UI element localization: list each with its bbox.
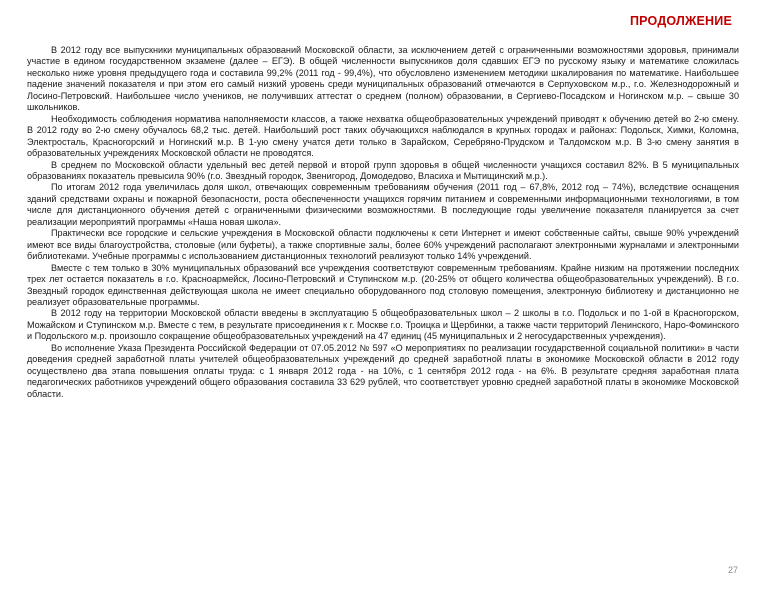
body-text — [27, 45, 739, 400]
paragraph-ege-results: В 2012 году все выпускники муниципальных образований Московской области, за исключением детей с ограниченными возможностями здоровья, принимали участие в едином государственном экзамене (далее – ЕГЭ). В общей численности выпускников доля сдавших ЕГЭ по русскому языку и математике сложилась несколько ниже уровня предыдущего года и составила 99,2% (2011 год - 99,4%), что обусловлено изменением методики шкалирования по математике. Наибольшее падение значений показателя и при этом его самый низкий уровень среди муниципальных образований отмечаются в Серпуховском м.р., г.о. Железнодорожный и Лосино-Петровский. Наибольшее число учеников, не получивших аттестат о среднем (полном) образовании, в Сергиево-Посадском и Ногинском м.р. – свыше 30 школьников. — [27, 45, 739, 113]
paragraph-new-schools: В 2012 году на территории Московской области введены в эксплуатацию 5 общеобразовательных школ – 2 школы в г.о. Подольск и по 1-ой в Красногорском, Можайском и Ступинском м.р. Вместе с тем, в результате присоединения к г. Москве г.о. Троицка и Щербинки, а также части территорий Ленинского, Наро-Фоминского и Подольского м.р. произошло сокращение общеобразовательных учреждений на 47 единиц (45 муниципальных и 2 негосударственных учреждения). — [27, 308, 739, 342]
paragraph-salary-decree: Во исполнение Указа Президента Российской Федерации от 07.05.2012 № 597 «О мероприятиях по реализации государственной социальной политики» в части доведения средней заработной платы учителей общеобразовательных учреждений до средней заработной платы в экономике Московской области в 2012 году осуществлено два этапа повышения оплаты труда: с 1 января 2012 года - на 10%, с 1 сентября 2012 года - на 6%. В результате средняя заработная плата педагогических работников учреждений общего образования составила 33 629 рублей, что соответствует уровню средней заработной платы в экономике Московской области. — [27, 342, 739, 399]
page-header-title: ПРОДОЛЖЕНИЕ — [630, 14, 732, 28]
paragraph-modern-schools: По итогам 2012 года увеличилась доля школ, отвечающих современным требованиям обучения (2011 год – 67,8%, 2012 год – 74%), вследствие оснащения зданий средствами охраны и пожарной безопасности, роста обеспеченности учащихся горячим питанием и современными информационными технологиями, в том числе для дистанционного обучения детей с ограниченными физическими возможностями. В последующие годы увеличение показателя планируется за счет реализации мероприятий программы «Наша новая школа». — [27, 182, 739, 227]
paragraph-health-groups: В среднем по Московской области удельный вес детей первой и второй групп здоровья в общей численности учащихся составил 82%. В 5 муниципальных образованиях показатель превысила 90% (г.о. Звездный городок, Звенигород, Домодедово, Власиха и Мытищинский м.р.). — [27, 159, 739, 181]
paragraph-requirements: Вместе с тем только в 30% муниципальных образований все учреждения соответствуют современным требованиям. Крайне низким на протяжении последних трех лет остается показатель в г.о. Красноармейск, Лосино-Петровский и Ступинском м.р. (20-25% от общего количества общеобразовательных учреждений). В г.о. Звездный городок единственная действующая школа не имеет специально оборудованного под столовую помещения, электронную библиотеку и дистанционно не реализует образовательные программы. — [27, 262, 739, 307]
page-number: 27 — [727, 565, 738, 575]
paragraph-internet-access: Практически все городские и сельские учреждения в Московской области подключены к сети Интернет и имеют собственные сайты, свыше 90% учреждений имеют все виды благоустройства, столовые (или буфеты), а также спортивные залы, более 60% учреждений располагают электронными журналами и электронными библиотеками. Учебные программы с использованием дистанционных технологий реализуют только 14% учреждений. — [27, 228, 739, 262]
paragraph-second-shift: Необходимость соблюдения норматива наполняемости классов, а также нехватка общеобразовательных учреждений приводят к обучению детей во 2-ю смену. В 2012 году во 2-ю смену обучалось 68,2 тыс. детей. Наибольший рост таких обучающихся наблюдался в крупных городах и районах: Подольск, Химки, Коломна, Электросталь, Красногорский и Ногинский м.р. В 1-ую смену учатся дети только в Зарайском, Серебряно-Прудском и Талдомском м.р. В 3-ю смену занятия в образовательных учреждениях Московской области не проводятся. — [27, 113, 739, 159]
